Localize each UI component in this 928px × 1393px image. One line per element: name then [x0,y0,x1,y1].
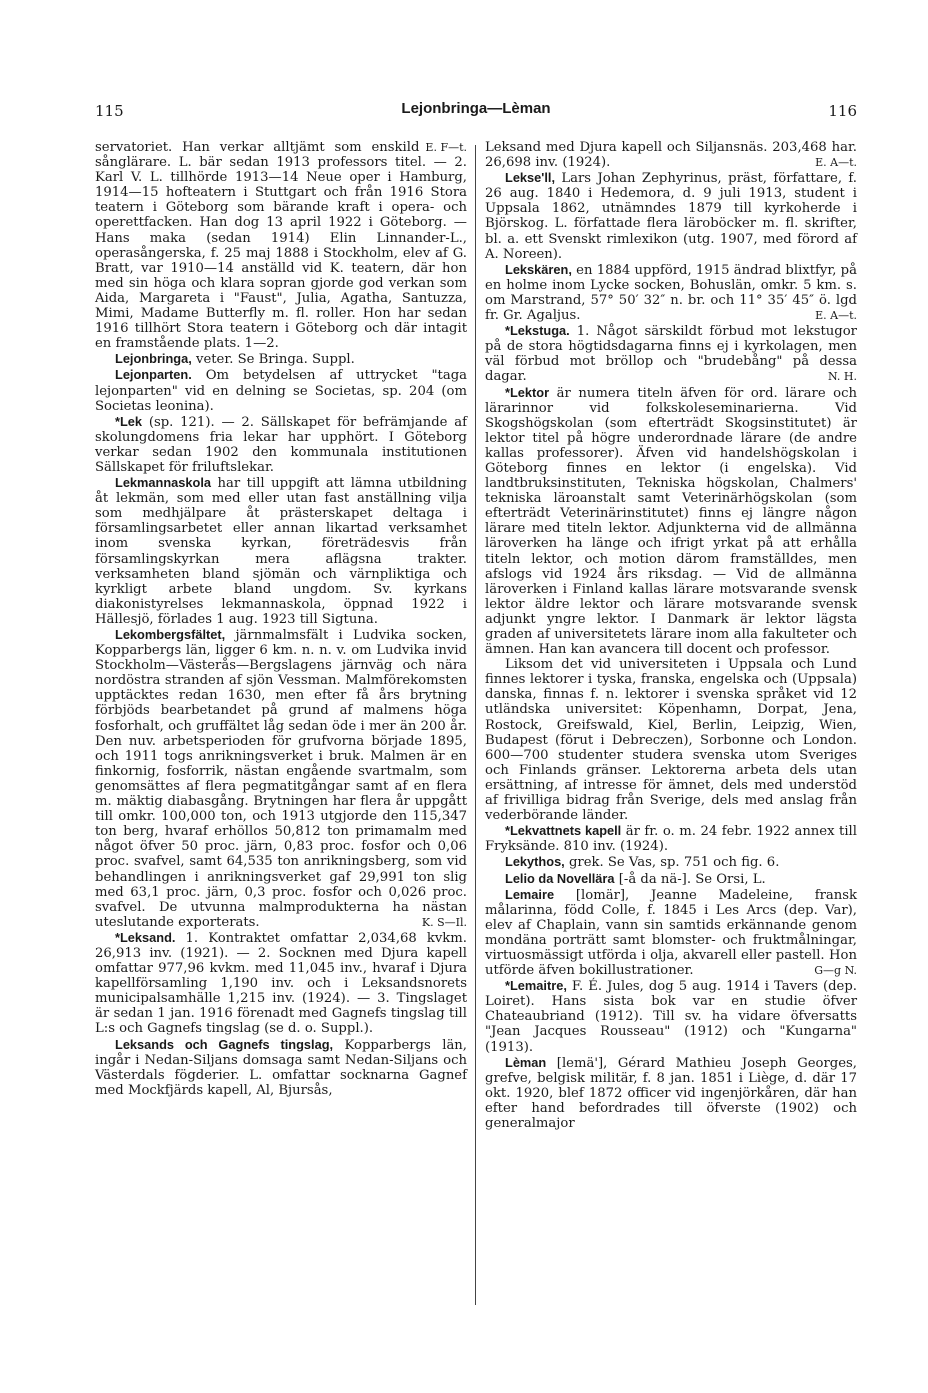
entry-text: [lomär], Jeanne Madeleine, fransk målarinna, född Colle, f. 1845 i Les Arcs (dep. Var), elev af Chaplain, vann sin samtids erkännande genom mondäna porträtt samt blomster- och fruktmålningar, virtuosmässigt utförda i olja, akvarell eller pastell. Hon utförde äfven bokillustrationer. [485,887,857,979]
entry-text: Leksand med Djura kapell och Siljansnäs. 203,468 har. 26,698 inv. (1924). [485,140,857,171]
entry-headword: *Leksand. [115,929,176,945]
article-entry [95,140,467,351]
article-entry [95,1037,467,1098]
entry-text: 1. Kontraktet omfattar 2,034,68 kvkm. 26,913 inv. (1921). — 2. Socknen med Djura kapell omfattar 977,96 kvkm. med 11,045 inv., hvaraf i Djura kapellförsamling 1,190 inv. och i Leksandsnorets municipalsamhälle 1,215 inv. (1924). — 3. Tingslaget är sedan 1 jan. 1916 förenadt med Gagnefs tingslag till L:s och Gagnefs tingslag (se d. o. Suppl.). [95,930,467,1037]
article-entry [95,351,467,367]
article-entry [485,657,857,823]
entry-headword: Lemaire [505,886,555,902]
entry-signature: E. F—t. [425,141,467,154]
entry-headword: Lekombergsfältet, [115,627,226,642]
article-entry [95,414,467,475]
entry-text: veter. Se Bringa. Suppl. [191,352,355,368]
page-number-left: 115 [95,102,124,120]
article-entry [485,323,857,384]
entry-headword: Lekskären, [505,261,572,277]
entry-headword: Lelio da Novellära [505,870,615,886]
article-entry [485,854,857,870]
entry-headword: *Lemaitre, [505,978,567,994]
article-entry [95,627,467,930]
entry-text: Kopparbergs län, ingår i Nedan-Siljans domsaga samt Nedan-Siljans och Västerdals fögderier. L. omfattar socknarna Gagnef med Mockfjärds kapell, Al, Bjursås, [95,1037,467,1098]
entry-text: [lemä'], Gérard Mathieu Joseph Georges, grefve, belgisk militär, f. 8 jan. 1851 i Liège, d. där 17 okt. 1920, blef 1872 officer vid ingenjörkåren, där han efter hand befordrades till öfverste (1902) och generalmajor [485,1055,857,1131]
entry-signature: E. A—t. [815,156,857,170]
entry-headword: *Lekstuga. [505,323,570,339]
column-divider [475,145,476,1305]
entry-headword: Leksands och Gagnefs tingslag, [115,1036,334,1052]
article-entry [95,930,467,1037]
page-number-right: 116 [828,102,857,120]
entry-text: är numera titeln äfven för ord. lärare och lärarinnor vid folkskoleseminarierna. Vid Skogshögskolan (som efterträdt Skogsinstitutet) är lektor titel på högre underordnade lärare (de andre kallas professorer). Äfven vid handelshögskolan i Göteborg finnes en lektor (i engelska). Vid landtbruksinstituten, Tekniska högskolan, Chalmers' tekniska läroanstalt samt Veterinärhögskolan (som efterträdt Veterinärinstitutet) finns ej längre någon lärare med titeln lektor. Adjunkterna vid de allmänna läroverken ha länge och ifrigt yrkat på att erhålla titeln lektor, och motion därom framställdes, men afslogs vid 1924 års riksdag. — Vid de allmänna läroverken i Finland kallas lärare motsvarande svensk lektor äldre lektor och lärare motsvarande svensk adjunkt yngre lektor. I Danmark är lektor lägsta graden af universitetets lärare inom alla fakulteter och ämnen. Han kan avancera till docent och professor. [485,385,857,658]
entry-headword: Lekse'll, [505,170,555,186]
right-column [485,140,857,1131]
entry-signature: N. H. [827,370,857,384]
entry-text: Liksom det vid universiteten i Uppsala och Lund finnes lektorer i tyska, franska, engelska och (Uppsala) danska, finnas f. n. lektorer i svenska språket vid 12 utländska universitet: Köpenhamn, Dorpat, Jena, Rostock, Greifswald, Kiel, Berlin, Leipzig, Wien, Budapest (förut i Debreczen), Sorbonne och London. 600—700 studenter studera svenska utom Sveriges och Finlands gränser. Lektorerna arbeta dels utan ersättning, af intresse för ämnet, dels med understöd af frivilliga bidrag från Sverige, dels med anslag från vederbörande länder. [485,657,857,824]
entry-text: [-å da nä-]. Se Orsi, L. [614,871,766,887]
entry-text: F. É. Jules, dog 5 aug. 1914 i Tavers (dep. Loiret). Hans sista bok var en studie öfver Chateaubriand (1912). Till sv. ha vidare öfversatts "Jean Jacques Rousseau" (1912) och "Kungarna" (1913). [485,979,857,1055]
entry-text: (sp. 121). — 2. Sällskapet för befrämjande af skolungdomens fria lekar har upphört. I Göteborg verkar sedan 1902 den kommunala institutionen Sällskapet för friluftslekar. [95,414,467,475]
entry-text: järnmalmsfält i Ludvika socken, Kopparbergs län, ligger 6 km. n. n. v. om Ludvika invid Stockholm—Västerås—Bergslagens järnväg och nära nordöstra stranden af sjön Vessman. Malmförekomsten upptäcktes redan 1630, men efter få års brytning förbjöds bearbetandet på grund af malmens höga fosforhalt, och gruffältet låg sedan öde i mer än 200 år. Den nuv. arbetsperioden för grufvorna började 1895, och 1911 togs anrikningsverket i bruk. Malmen är en finkornig, fosforrik, nästan engående svartmalm, som genomsättes af flera pegmatitgångar samt af en flera m. mäktig diabasgång. Brytningen har flera år uppgått till omkr. 100,000 ton, och 1913 utgjorde den 115,347 ton berg, hvaraf erhöllos 50,812 ton primamalm med något öfver 50 proc. järn, 0,83 proc. fosfor och 0,06 proc. svafvel, samt 64,535 ton anrikningsberg, som vid behandlingen i anrikningsverket gaf 29,991 ton slig med 63,1 proc. järn, 0,3 proc. fosfor och 0,026 proc. svafvel. De utvunna malmprodukterna ha nästan uteslutande exporterats. [95,628,467,930]
entry-headword: Lejonparten. [115,367,192,383]
entry-text: en 1884 uppförd, 1915 ändrad blixtfyr, på en holme inom Lycke socken, Bohuslän, omkr. 5 km. s. om Marstrand, 57° 50′ 32″ n. br. och 11° 35′ 45″ ö. lgd fr. Gr. Agaljus. [485,262,857,324]
entry-headword: Lejonbringa, [115,351,192,367]
article-entry [485,262,857,323]
entry-signature: G—g N. [814,964,857,978]
article-entry [485,823,857,854]
entry-headword: *Lekvattnets kapell [505,823,622,839]
entry-signature: K. S—Il. [421,915,467,929]
article-entry [95,475,467,627]
article-entry [485,871,857,887]
article-entry [485,887,857,979]
article-entry [95,367,467,413]
article-entry [485,385,857,658]
page-header [95,100,857,124]
entry-text: grek. Se Vas, sp. 751 och fig. 6. [564,855,780,871]
running-title: Lejonbringa—Lèman [401,100,551,117]
article-entry [485,140,857,170]
entry-headword: *Lek [115,413,143,429]
entry-signature: E. A—t. [815,309,857,323]
entry-headword: Lèman [505,1054,547,1070]
entry-headword: *Lektor [505,384,550,400]
entry-headword: Lekythos, [505,854,565,870]
entry-text: är fr. o. m. 24 febr. 1922 annex till Fryksände. 810 inv. (1924). [485,824,857,855]
entry-headword: Lekmannaskola [115,475,212,491]
entry-text: Om betydelsen af uttrycket "taga lejonparten" vid en delning se Societas, sp. 204 (om Societas leonina). [95,368,467,414]
entry-text: 1. Något särskildt förbud mot lekstugor på de stora högtidsdagarna finns ej i kyrkolagen, men väl förbud mot bröllop och "brudebång" på dessa dagar. [485,324,857,385]
article-entry [485,1055,857,1131]
article-entry [485,978,857,1054]
article-entry [485,170,857,262]
entry-text: servatoriet. Han verkar alltjämt som enskild sånglärare. L. bär sedan 1913 professors titel. — 2. Karl V. L. tillhörde 1913—14 Neue oper i Hamburg, 1914—15 hofteatern i Stuttgart och från 1916 Stora teatern i Göteborg som bärande kraft i opera- och operettfacken. Han dog 13 april 1922 i Göteborg. — Hans maka (sedan 1914) Elin Linnander-L., operasångerska, f. 25 maj 1888 i Stockholm, elev af G. Bratt, var 1910—14 anställd vid K. teatern, där hon med sin höga och klara sopran gjorde god verkan som Aida, Margareta i "Faust", Julia, Agatha, Santuzza, Mimi, Madame Butterfly m. fl. roller. Hon har sedan 1916 tillhört Stora teatern i Göteborg och där intagit en framstående plats. 1—2. [95,140,467,352]
left-column [95,140,467,1098]
entry-text: har till uppgift att lämna utbildning åt lekmän, som med eller utan fast anställning vilja som medhjälpare åt prästerskapet deltaga i församlingsarbetet eller annan likartad verksamhet inom svenska kyrkan, företrädesvis från församlingskyrkan mera aflägsna trakter. verksamheten bland sjömän och värnpliktiga och kyrkligt arbete bland ungdom. Sv. kyrkans diakonistyrelses lekmannaskola, öppnad 1922 i Hällesjö, förlades 1 aug. 1923 till Sigtuna. [95,476,467,627]
entry-text: Lars Johan Zephyrinus, präst, författare, f. 26 aug. 1840 i Hedemora, d. 9 juli 1913, student i Uppsala 1862, utnämndes 1879 till kyrkoherde i Björskog. L. författade flera läroböcker m. fl. skrifter, bl. a. ett Svenskt rimlexikon (utg. 1907, med förord af A. Noreen). [485,171,857,262]
